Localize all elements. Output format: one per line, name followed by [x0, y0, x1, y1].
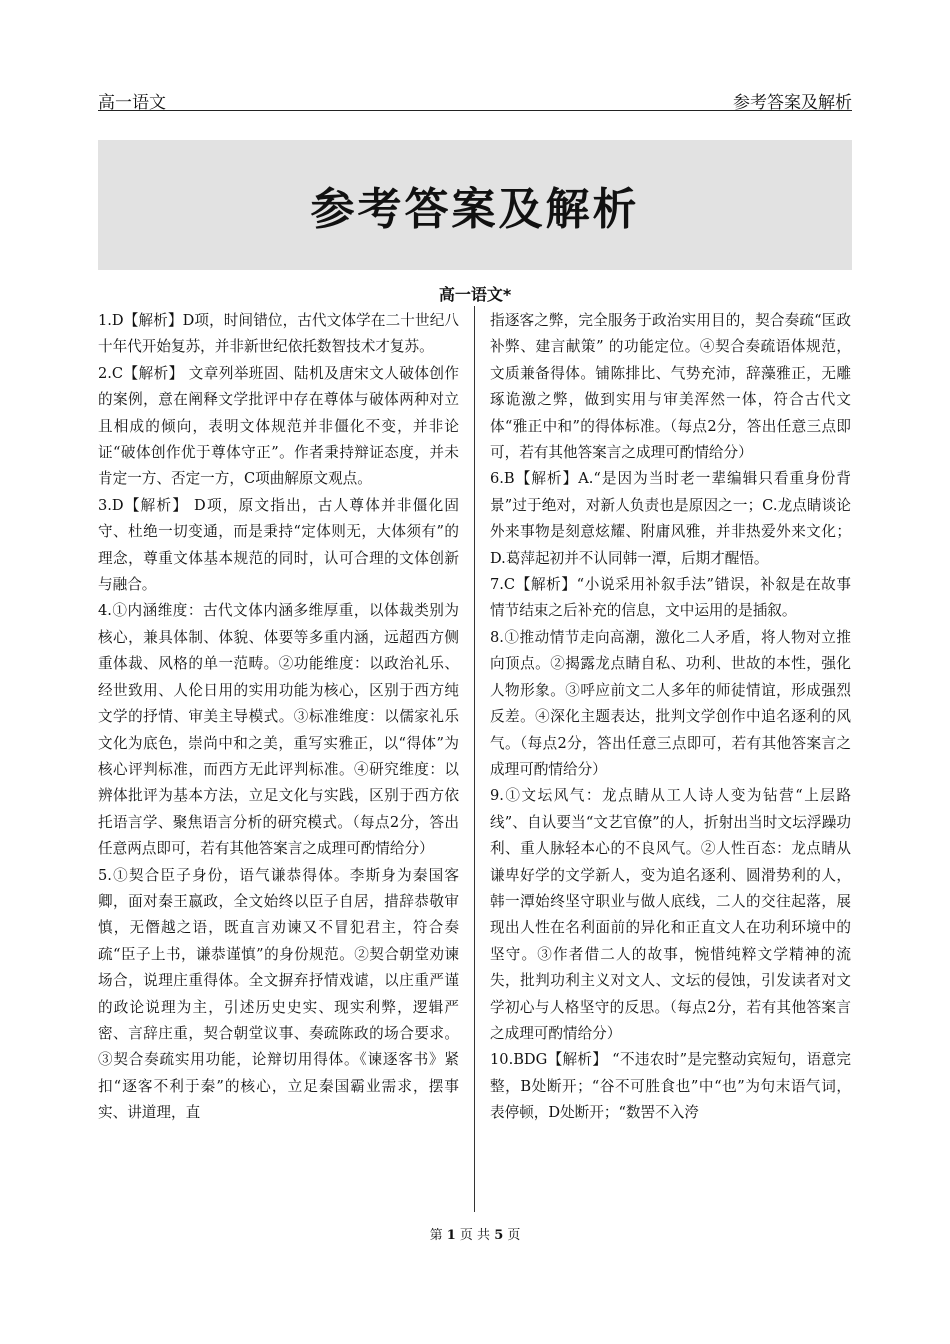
- page-number-suffix: 页: [507, 1228, 521, 1243]
- page-number: [0, 1224, 950, 1243]
- title-banner: [98, 140, 852, 270]
- right-column: [490, 308, 851, 1127]
- answer-item: 7.C【解析】“小说采用补叙手法”错误，补叙是在故事情节结束之后补充的信息，文中运用的是插叙。: [490, 576, 851, 620]
- answer-item: 9.①文坛风气：龙点睛从工人诗人变为钻营“上层路线”、自认要当“文艺官僚”的人，折射出当时文坛浮躁功利、重人脉轻本心的不良风气。②人性百态：龙点睛从谦卑好学的文学新人，变为追名逐利、圆滑势利的人，韩一潭始终坚守职业与做人底线，二人的交往起落，展现出人性在名利面前的异化和正直文人在功利环境中的坚守。③作者借二人的故事，惋惜纯粹文学精神的流失，批判功利主义对文人、文坛的侵蚀，引发读者对文学初心与人格坚守的反思。（每点2分，若有其他答案言之成理可酌情给分）: [490, 787, 851, 1042]
- header-rule: [98, 110, 852, 111]
- answer-item: 10.BDG【解析】 “不违农时”是完整动宾短句，语意完整，B处断开；“谷不可胜食也”中“也”为句末语气词，表停顿，D处断开；“数罟不入洿: [490, 1051, 851, 1122]
- current-page: 1: [446, 1228, 456, 1243]
- page-title: 参考答案及解析: [310, 184, 640, 235]
- header-subject: 高一语文: [98, 93, 166, 113]
- answer-item: 6.B【解析】A.“是因为当时老一辈编辑只看重身份背景”过于绝对，对新人负责也是原因之一；C.龙点睛谈论外来事物是刻意炫耀、附庸风雅，并非热爱外来文化；D.葛萍起初并不认同韩一潭，后期才醒悟。: [490, 470, 851, 567]
- answer-item: 指逐客之弊，完全服务于政治实用目的，契合奏疏“匡政补弊、建言献策” 的功能定位。④契合奏疏语体规范，文质兼备得体。铺陈排比、气势充沛，辞藻雅正，无雕琢诡激之弊，做到实用与审美浑然一体，符合古代文体“雅正中和”的得体标准。（每点2分，答出任意三点即可，若有其他答案言之成理可酌情给分）: [490, 312, 851, 462]
- page-number-mid: 页 共: [459, 1228, 491, 1243]
- header-doc-title: 参考答案及解析: [733, 93, 852, 113]
- answer-item: 5.①契合臣子身份，语气谦恭得体。李斯身为秦国客卿，面对秦王嬴政，全文始终以臣子自居，措辞恭敬审慎，无僭越之语，既直言劝谏又不冒犯君主，符合奏疏“臣子上书，谦恭谨慎”的身份规范。②契合朝堂劝谏场合，说理庄重得体。全文摒弃抒情戏谑，以庄重严谨的政论说理为主，引述历史史实、现实利弊，逻辑严密、言辞庄重，契合朝堂议事、奏疏陈政的场合要求。③契合奏疏实用功能，论辩切用得体。《谏逐客书》紧扣“逐客不利于秦”的核心，立足秦国霸业需求，摆事实、讲道理，直: [98, 866, 459, 1122]
- section-subtitle: 高一语文*: [438, 285, 512, 304]
- page-number-prefix: 第: [429, 1228, 443, 1243]
- answer-item: 8.①推动情节走向高潮，激化二人矛盾，将人物对立推向顶点。②揭露龙点睛自私、功利、世故的本性，强化人物形象。③呼应前文二人多年的师徒情谊，形成强烈反差。④深化主题表达，批判文学创作中追名逐利的风气。（每点2分，答出任意三点即可，若有其他答案言之成理可酌情给分）: [490, 628, 851, 778]
- answer-item: 1.D【解析】D项，时间错位，古代文体学在二十世纪八十年代开始复苏，并非新世纪依托数智技术才复苏。: [98, 312, 459, 356]
- answer-item: 4.①内涵维度：古代文体内涵多维厚重，以体裁类别为核心，兼具体制、体貌、体要等多重内涵，远超西方侧重体裁、风格的单一范畴。②功能维度：以政治礼乐、经世致用、人伦日用的实用功能为核心，区别于西方纯文学的抒情、审美主导模式。③标准维度：以儒家礼乐文化为底色，崇尚中和之美，重写实雅正，以“得体”为核心评判标准，而西方无此评判标准。④研究维度：以辨体批评为基本方法，立足文化与实践，区别于西方依托语言学、聚焦语言分析的研究模式。（每点2分，答出任意两点即可，若有其他答案言之成理可酌情给分）: [98, 602, 459, 858]
- answer-item: 3.D【解析】 D项，原文指出，古人尊体并非僵化固守、杜绝一切变通，而是秉持“定体则无，大体须有”的理念，尊重文体基本规范的同时，认可合理的文体创新与融合。: [98, 496, 459, 594]
- left-column: [98, 308, 459, 1127]
- column-divider: [474, 306, 475, 1212]
- total-pages: 5: [494, 1228, 504, 1243]
- answer-item: 2.C【解析】 文章列举班固、陆机及唐宋文人破体创作的案例，意在阐释文学批评中存在尊体与破体两种对立且相成的倾向，表明文体规范并非僵化不变，并非论证“破体创作优于尊体守正”。作者秉持辩证态度，并未肯定一方、否定一方，C项曲解原文观点。: [98, 364, 459, 488]
